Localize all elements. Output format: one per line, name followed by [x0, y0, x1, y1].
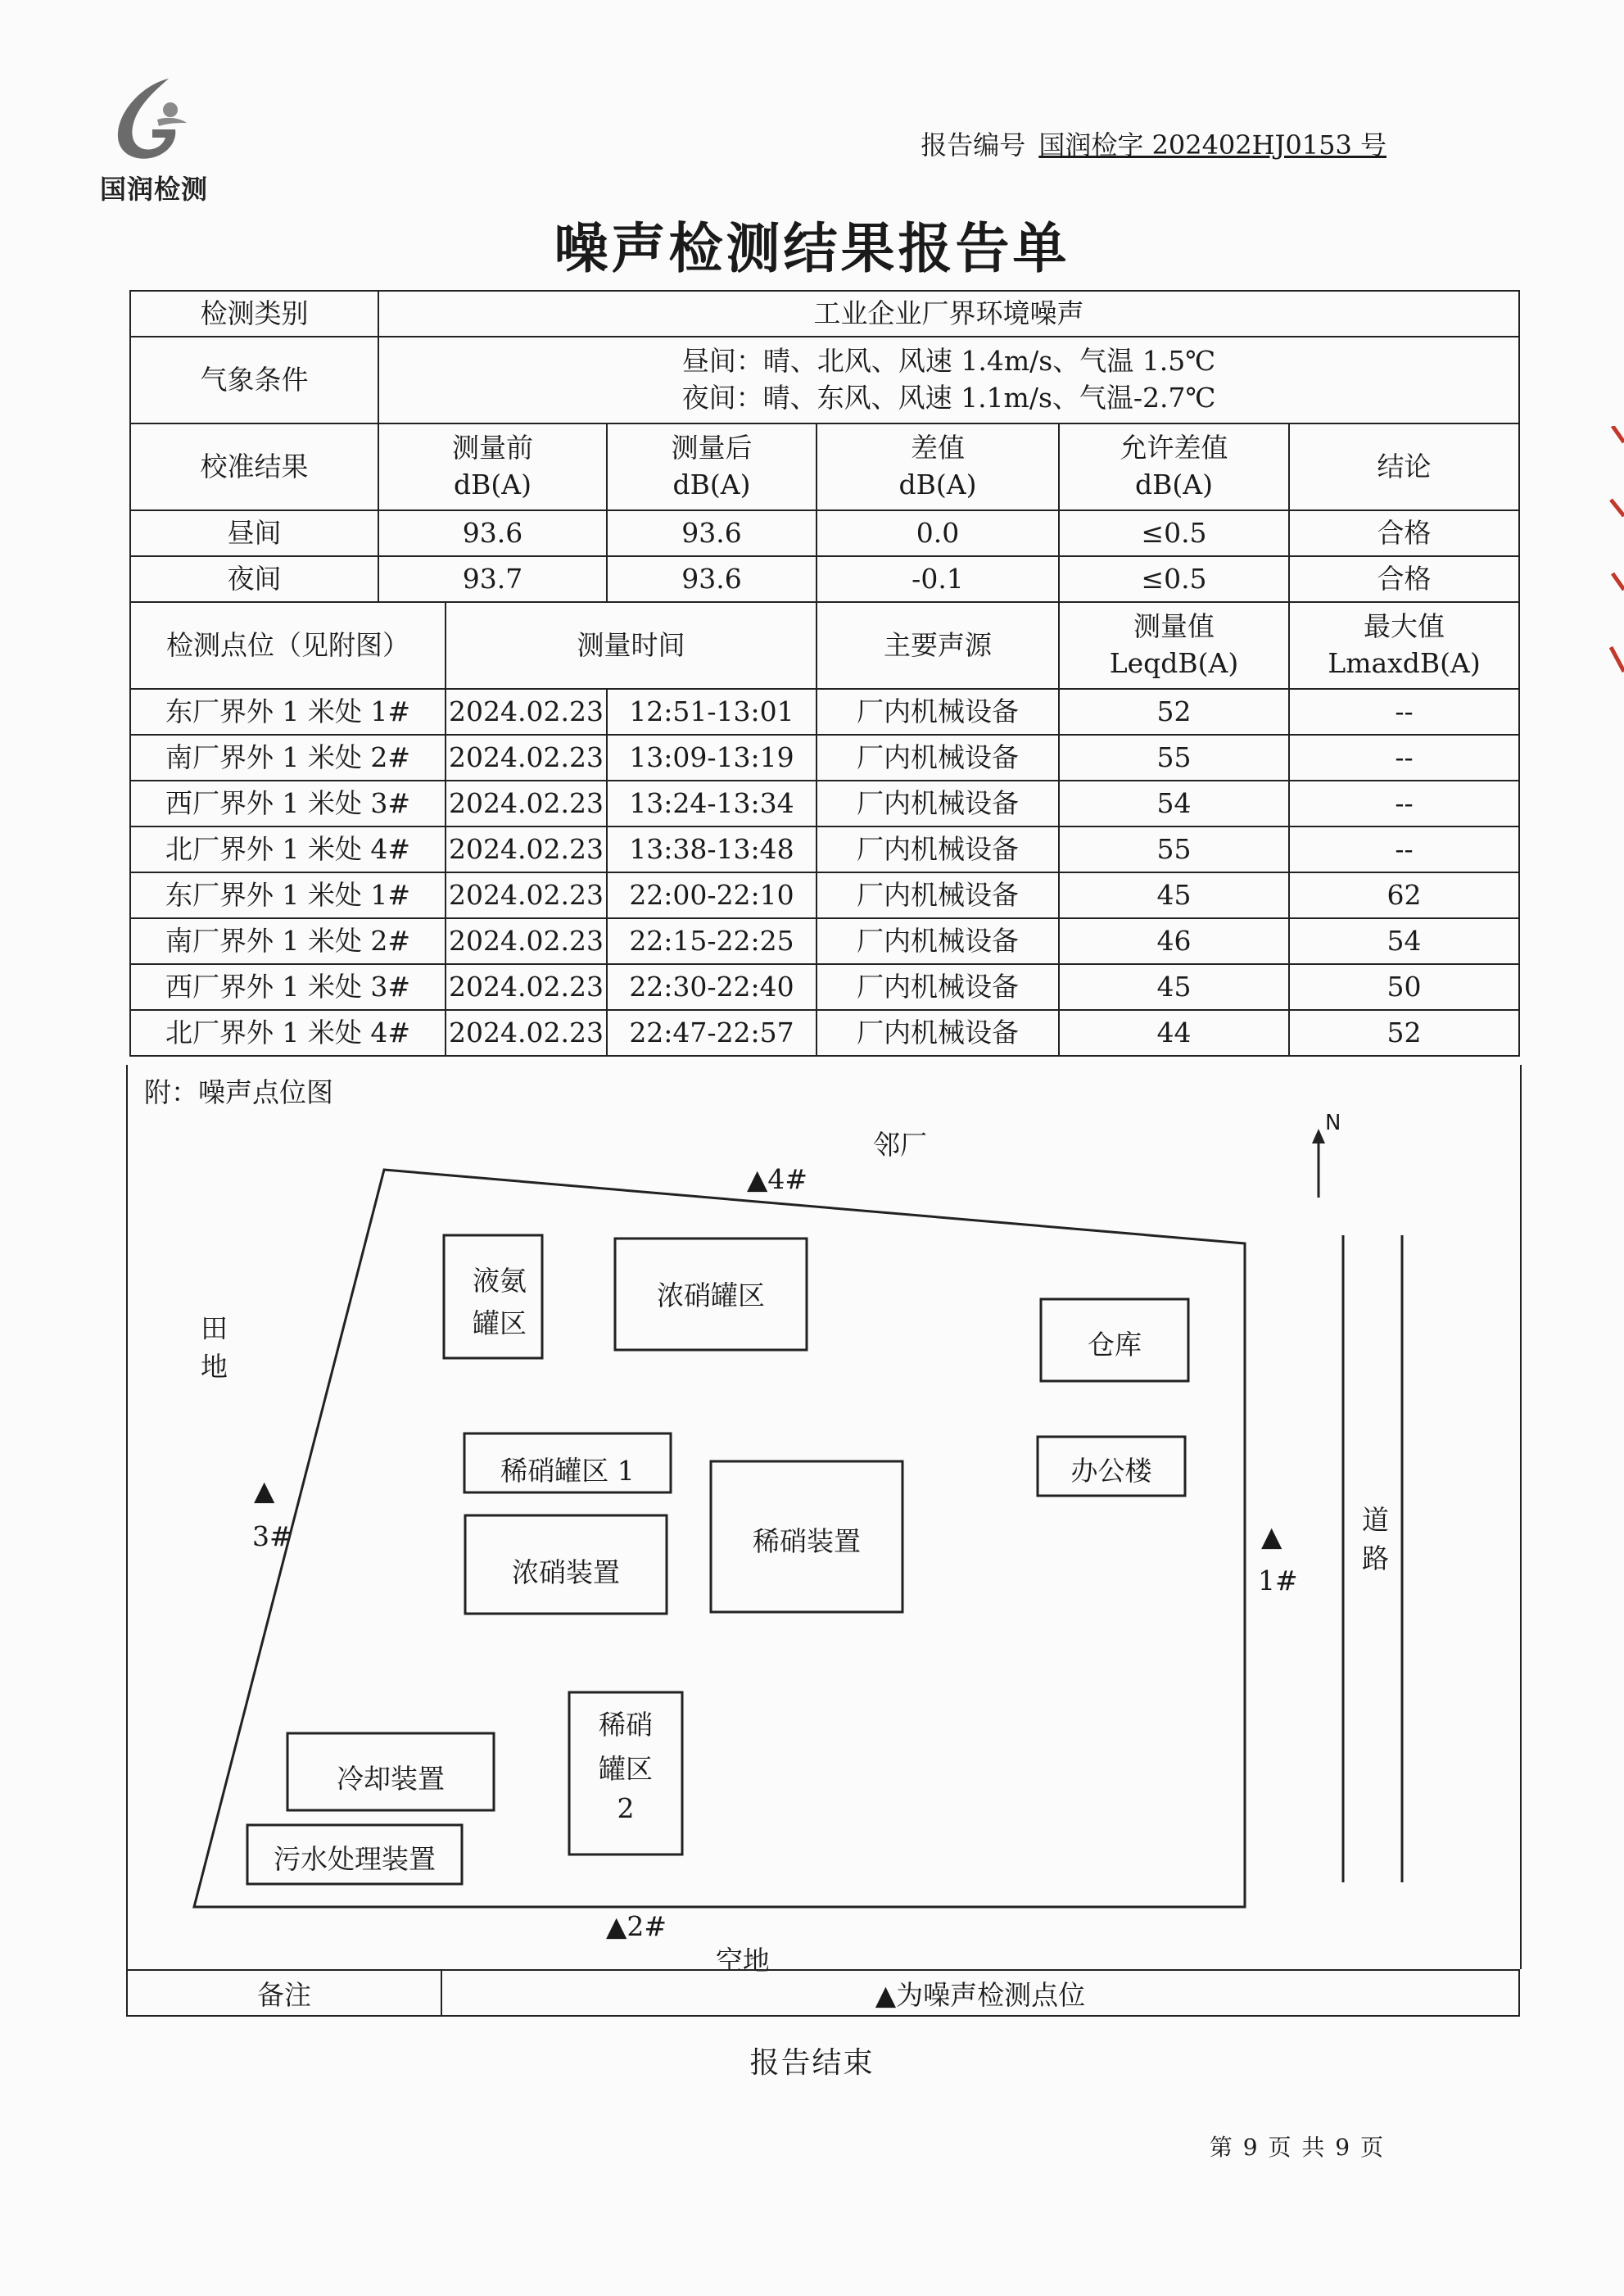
- cal-header-conclusion: 结论: [1289, 423, 1519, 510]
- meas-source: 厂内机械设备: [817, 964, 1059, 1010]
- measurement-rows: [130, 689, 1519, 1056]
- label-conc-tank: 浓硝罐区: [657, 1279, 765, 1311]
- weather-night: 夜间：晴、东风、风速 1.1m/s、气温-2.7℃: [681, 382, 1216, 414]
- meas-leq: 46: [1059, 918, 1289, 964]
- meas-point: 北厂界外 1 米处 4#: [130, 1010, 446, 1056]
- meas-lmax: --: [1289, 826, 1519, 872]
- map-caption: 附：噪声点位图: [144, 1076, 333, 1108]
- weather-row: [130, 337, 1519, 423]
- meas-source: 厂内机械设备: [817, 918, 1059, 964]
- weather-value: [378, 337, 1519, 423]
- measurement-row: [130, 735, 1519, 781]
- point-1-label: 1#: [1258, 1565, 1298, 1596]
- meas-leq: 54: [1059, 781, 1289, 826]
- label-warehouse: 仓库: [1088, 1329, 1142, 1361]
- measurement-row: [130, 826, 1519, 872]
- cal-diff: -0.1: [817, 556, 1059, 602]
- meas-lmax: 62: [1289, 872, 1519, 918]
- label-office: 办公楼: [1070, 1455, 1152, 1487]
- remark-row: [127, 1970, 1519, 2016]
- cal-header-before-l2: dB(A): [454, 469, 532, 500]
- cal-header-allowed: [1059, 423, 1289, 510]
- meas-header-point: 检测点位（见附图）: [130, 602, 446, 689]
- meas-header-source: 主要声源: [817, 602, 1059, 689]
- remark-value: ▲为噪声检测点位: [441, 1970, 1519, 2016]
- cal-result: 合格: [1289, 510, 1519, 556]
- cal-before: 93.7: [378, 556, 607, 602]
- logo-mark-icon: [88, 72, 219, 166]
- meas-time: 22:47-22:57: [607, 1010, 817, 1056]
- meas-date: 2024.02.23: [446, 826, 607, 872]
- page-title: 噪声检测结果报告单: [554, 217, 1070, 280]
- meas-source: 厂内机械设备: [817, 826, 1059, 872]
- category-row: [130, 291, 1519, 337]
- point-3-label: 3#: [252, 1520, 292, 1552]
- cal-period: 夜间: [130, 556, 378, 602]
- calibration-label: 校准结果: [130, 423, 378, 510]
- meas-date: 2024.02.23: [446, 781, 607, 826]
- cal-period: 昼间: [130, 510, 378, 556]
- meas-date: 2024.02.23: [446, 872, 607, 918]
- measurement-row: [130, 1010, 1519, 1056]
- meas-point: 西厂界外 1 米处 3#: [130, 781, 446, 826]
- meas-time: 13:38-13:48: [607, 826, 817, 872]
- meas-header-lmax-l1: 最大值: [1364, 610, 1445, 643]
- report-number-value: 国润检字 202402HJ0153 号: [1038, 129, 1387, 161]
- meas-time: 12:51-13:01: [607, 689, 817, 735]
- site-plan: [126, 1065, 1518, 1969]
- meas-source: 厂内机械设备: [817, 872, 1059, 918]
- page-number: 第 9 页 共 9 页: [1209, 2134, 1385, 2161]
- meas-leq: 52: [1059, 689, 1289, 735]
- field-label: 田地: [197, 1314, 228, 1391]
- meas-point: 东厂界外 1 米处 1#: [130, 872, 446, 918]
- meas-time: 22:30-22:40: [607, 964, 817, 1010]
- meas-leq: 45: [1059, 872, 1289, 918]
- meas-leq: 55: [1059, 735, 1289, 781]
- neighbor-label: 邻厂: [873, 1129, 927, 1161]
- meas-leq: 45: [1059, 964, 1289, 1010]
- label-dilute-unit: 稀硝装置: [753, 1525, 861, 1557]
- cal-before: 93.6: [378, 510, 607, 556]
- cal-header-allowed-l2: dB(A): [1135, 469, 1213, 500]
- measurement-header-row: [130, 602, 1519, 689]
- cal-header-diff: [817, 423, 1059, 510]
- meas-header-lmax-l2: LmaxdB(A): [1328, 647, 1481, 679]
- weather-day: 昼间：晴、北风、风速 1.4m/s、气温 1.5℃: [681, 345, 1216, 378]
- meas-date: 2024.02.23: [446, 1010, 607, 1056]
- meas-point: 西厂界外 1 米处 3#: [130, 964, 446, 1010]
- north-arrow-icon: [1312, 1129, 1325, 1198]
- meas-point: 北厂界外 1 米处 4#: [130, 826, 446, 872]
- cal-header-after: [607, 423, 817, 510]
- cal-after: 93.6: [607, 510, 817, 556]
- meas-lmax: 54: [1289, 918, 1519, 964]
- cal-header-before-l1: 测量前: [452, 432, 533, 464]
- point-4-marker: ▲4#: [747, 1163, 808, 1195]
- cal-after: 93.6: [607, 556, 817, 602]
- meas-lmax: 52: [1289, 1010, 1519, 1056]
- label-cooling-unit: 冷却装置: [337, 1763, 445, 1795]
- label-dilute-tank2-l3: 2: [617, 1792, 635, 1824]
- calibration-row: [130, 556, 1519, 602]
- meas-point: 东厂界外 1 米处 1#: [130, 689, 446, 735]
- cal-header-before: [378, 423, 607, 510]
- remark-label: 备注: [127, 1970, 441, 2016]
- meas-lmax: --: [1289, 689, 1519, 735]
- meas-source: 厂内机械设备: [817, 1010, 1059, 1056]
- meas-header-time: 测量时间: [446, 602, 817, 689]
- meas-date: 2024.02.23: [446, 918, 607, 964]
- cal-diff: 0.0: [817, 510, 1059, 556]
- label-conc-unit: 浓硝装置: [512, 1556, 620, 1588]
- weather-label: 气象条件: [130, 337, 378, 423]
- meas-header-leq-l1: 测量值: [1133, 610, 1215, 643]
- label-dilute-tank1: 稀硝罐区 1: [500, 1455, 635, 1487]
- cal-header-after-l1: 测量后: [671, 432, 753, 464]
- meas-source: 厂内机械设备: [817, 689, 1059, 735]
- meas-header-leq-l2: LeqdB(A): [1109, 647, 1239, 679]
- cal-result: 合格: [1289, 556, 1519, 602]
- empty-land-label: 空地: [716, 1945, 770, 1977]
- measurement-row: [130, 781, 1519, 826]
- meas-lmax: --: [1289, 735, 1519, 781]
- cal-header-after-l2: dB(A): [672, 469, 751, 500]
- meas-lmax: --: [1289, 781, 1519, 826]
- seal-stamp-fragment: [1609, 426, 1624, 688]
- meas-time: 13:09-13:19: [607, 735, 817, 781]
- report-number: [921, 125, 1387, 162]
- measurement-row: [130, 689, 1519, 735]
- meas-date: 2024.02.23: [446, 964, 607, 1010]
- meas-point: 南厂界外 1 米处 2#: [130, 918, 446, 964]
- calibration-row: [130, 510, 1519, 556]
- cal-allowed: ≤0.5: [1059, 510, 1289, 556]
- point-2-marker: ▲2#: [606, 1910, 667, 1942]
- meas-time: 22:00-22:10: [607, 872, 817, 918]
- meas-point: 南厂界外 1 米处 2#: [130, 735, 446, 781]
- label-sewage-unit: 污水处理装置: [274, 1843, 436, 1875]
- meas-source: 厂内机械设备: [817, 781, 1059, 826]
- cal-header-allowed-l1: 允许差值: [1120, 432, 1228, 464]
- noise-results-table: [129, 290, 1520, 1057]
- meas-time: 22:15-22:25: [607, 918, 817, 964]
- point-1-triangle: ▲: [1261, 1520, 1282, 1552]
- cal-allowed: ≤0.5: [1059, 556, 1289, 602]
- category-value: 工业企业厂界环境噪声: [378, 291, 1519, 337]
- company-logo: [88, 72, 219, 211]
- meas-source: 厂内机械设备: [817, 735, 1059, 781]
- logo-text: 国润检测: [99, 174, 208, 205]
- cal-header-diff-l2: dB(A): [898, 469, 977, 500]
- report-end: 报告结束: [749, 2046, 875, 2080]
- calibration-header-row: [130, 423, 1519, 510]
- meas-leq: 44: [1059, 1010, 1289, 1056]
- meas-date: 2024.02.23: [446, 689, 607, 735]
- measurement-row: [130, 964, 1519, 1010]
- road-label: 道路: [1358, 1506, 1390, 1583]
- meas-lmax: 50: [1289, 964, 1519, 1010]
- meas-leq: 55: [1059, 826, 1289, 872]
- meas-header-leq: [1059, 602, 1289, 689]
- label-dilute-tank2-l1: 稀硝: [599, 1709, 653, 1741]
- point-3-triangle: ▲: [254, 1474, 275, 1506]
- label-dilute-tank2-l2: 罐区: [599, 1753, 653, 1785]
- remark-table: [126, 1969, 1520, 2017]
- measurement-row: [130, 872, 1519, 918]
- meas-header-lmax: [1289, 602, 1519, 689]
- cal-header-diff-l1: 差值: [911, 432, 965, 464]
- category-label: 检测类别: [130, 291, 378, 337]
- label-ammonia-tank: 液氨罐区: [473, 1265, 527, 1339]
- measurement-row: [130, 918, 1519, 964]
- meas-time: 13:24-13:34: [607, 781, 817, 826]
- north-label: N: [1325, 1111, 1341, 1135]
- report-number-label: 报告编号: [921, 129, 1026, 161]
- meas-date: 2024.02.23: [446, 735, 607, 781]
